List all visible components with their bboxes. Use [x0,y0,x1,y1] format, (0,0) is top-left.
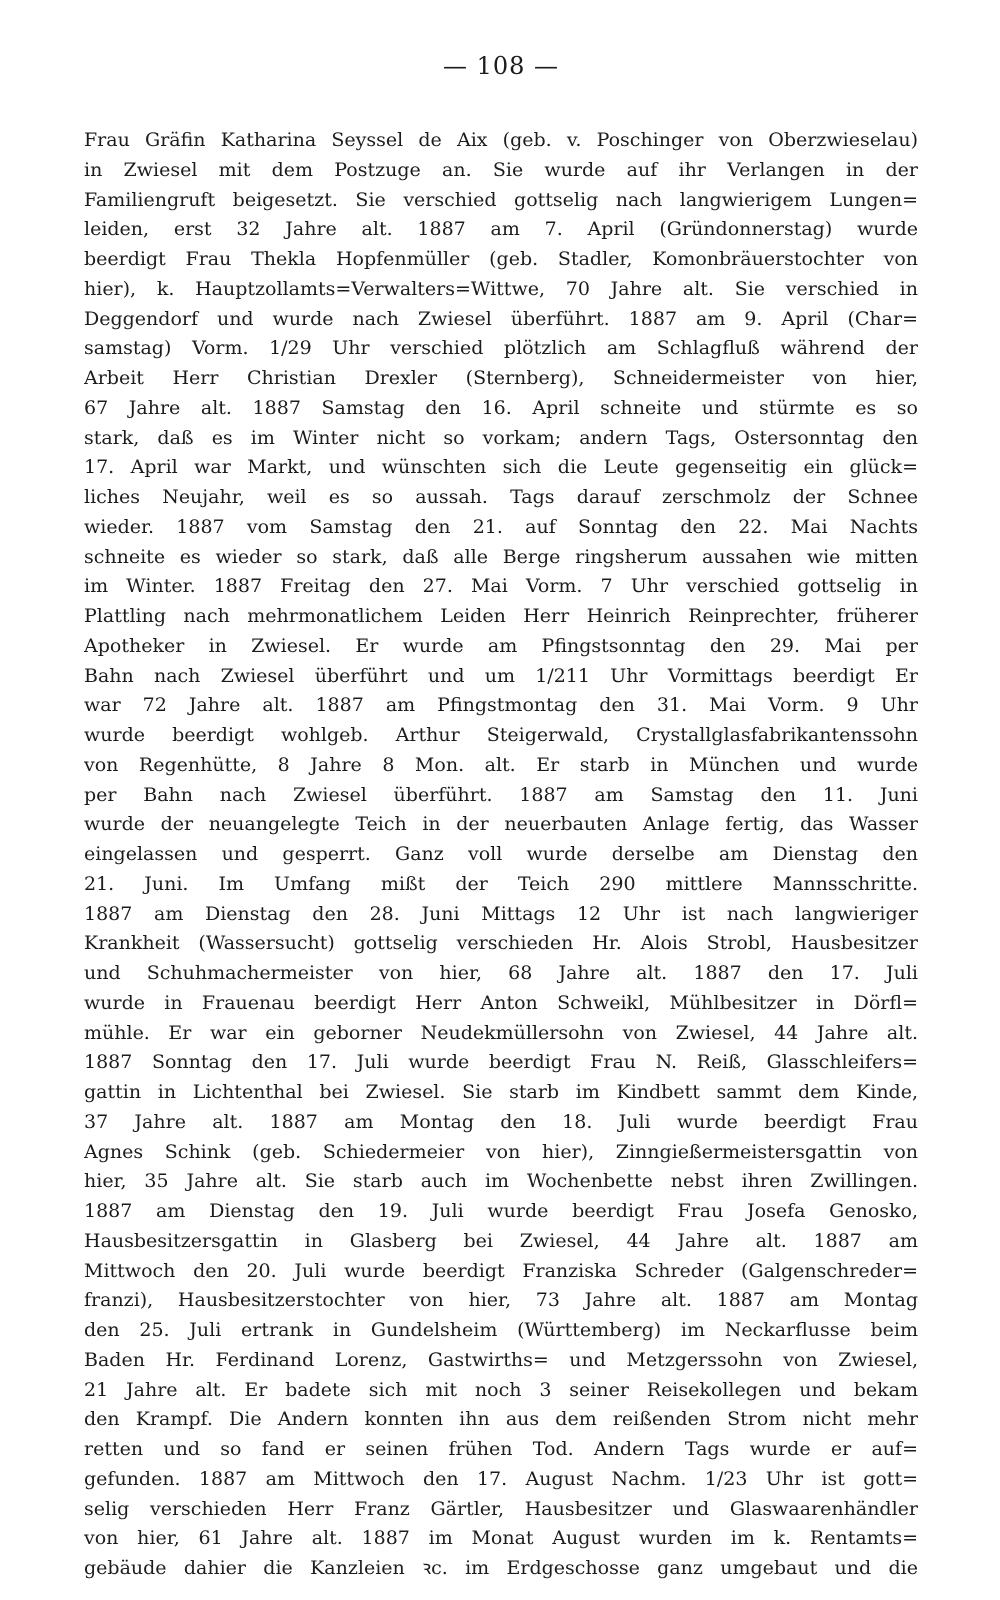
text-line: hier, 35 Jahre alt. Sie starb auch im Wochenbette nebst ihren Zwillingen. [84,1170,918,1193]
text-line: Hausbesitzersgattin in Glasberg bei Zwiesel, 44 Jahre alt. 1887 am [84,1229,918,1252]
text-line: Agnes Schink (geb. Schiedermeier von hier), Zinngießermeistersgattin von [84,1140,918,1163]
text-line: von Regenhütte, 8 Jahre 8 Mon. alt. Er starb in München und wurde [84,753,918,776]
text-line: stark, daß es im Winter nicht so vorkam; andern Tags, Ostersonntag den [84,426,918,449]
text-line: eingelassen und gesperrt. Ganz voll wurde derselbe am Dienstag den [84,843,918,865]
text-line: den 25. Juli ertrank in Gundelsheim (Württemberg) im Neckarflusse beim [84,1319,918,1341]
text-line: gebäude dahier die Kanzleien ꝛc. im Erdgeschosse ganz umgebaut und die [84,1557,918,1579]
text-line: 1887 am Dienstag den 28. Juni Mittags 12 Uhr ist nach langwieriger [84,902,918,925]
page-number: — 108 — [442,52,560,80]
text-line: leiden, erst 32 Jahre alt. 1887 am 7. April (Gründonnerstag) wurde [84,218,918,241]
text-line: samstag) Vorm. 1/29 Uhr verschied plötzlich am Schlagfluß während der [84,337,918,360]
text-line: von hier, 61 Jahre alt. 1887 im Monat August wurden im k. Rentamts= [84,1527,918,1550]
text-line: 21 Jahre alt. Er badete sich mit noch 3 seiner Reisekollegen und bekam [84,1378,918,1401]
text-line: Arbeit Herr Christian Drexler (Sternberg), Schneidermeister von hier, [84,367,918,389]
text-line: beerdigt Frau Thekla Hopfenmüller (geb. Stadler, Komonbräuerstochter von [84,248,918,270]
text-line: Mittwoch den 20. Juli wurde beerdigt Franziska Schreder (Galgenschreder= [84,1259,918,1282]
text-line: franzi), Hausbesitzerstochter von hier, 73 Jahre alt. 1887 am Montag [84,1289,918,1312]
text-line: 1887 Sonntag den 17. Juli wurde beerdigt Frau N. Reiß, Glasschleifers= [84,1051,918,1074]
text-line: gattin in Lichtenthal bei Zwiesel. Sie starb im Kindbett sammt dem Kinde, [84,1081,918,1103]
text-line: wieder. 1887 vom Samstag den 21. auf Sonntag den 22. Mai Nachts [84,515,918,538]
text-line: 67 Jahre alt. 1887 Samstag den 16. April schneite und stürmte es so [84,396,918,419]
text-line: wurde in Frauenau beerdigt Herr Anton Schweikl, Mühlbesitzer in Dörfl= [84,991,918,1014]
text-line: Bahn nach Zwiesel überführt und um 1/211 Uhr Vormittags beerdigt Er [84,664,918,687]
text-line: Familiengruft beigesetzt. Sie verschied gottselig nach langwierigem Lungen= [84,188,918,211]
text-line: wurde beerdigt wohlgeb. Arthur Steigerwald, Crystallglasfabrikantenssohn [84,724,918,746]
body-text [84,126,918,1584]
text-line: retten und so fand er seinen frühen Tod. Andern Tags wurde er auf= [84,1438,918,1460]
text-line: 1887 am Dienstag den 19. Juli wurde beerdigt Frau Josefa Genosko, [84,1200,918,1222]
text-line: per Bahn nach Zwiesel überführt. 1887 am Samstag den 11. Juni [84,783,918,806]
text-line: war 72 Jahre alt. 1887 am Pfingstmontag den 31. Mai Vorm. 9 Uhr [84,694,918,717]
text-line: Apotheker in Zwiesel. Er wurde am Pfingstsonntag den 29. Mai per [84,634,918,657]
text-line: mühle. Er war ein geborner Neudekmüllersohn von Zwiesel, 44 Jahre alt. [84,1021,918,1044]
text-line: Plattling nach mehrmonatlichem Leiden Herr Heinrich Reinprechter, früherer [84,605,918,627]
text-line: hier), k. Hauptzollamts=Verwalters=Wittwe, 70 Jahre alt. Sie verschied in [84,277,918,300]
text-line: und Schuhmachermeister von hier, 68 Jahre alt. 1887 den 17. Juli [84,962,918,984]
text-line: im Winter. 1887 Freitag den 27. Mai Vorm. 7 Uhr verschied gottselig in [84,575,918,598]
text-line: liches Neujahr, weil es so aussah. Tags darauf zerschmolz der Schnee [84,486,918,508]
text-line: schneite es wieder so stark, daß alle Berge ringsherum aussahen wie mitten [84,545,918,568]
text-line: wurde der neuangelegte Teich in der neuerbauten Anlage fertig, das Wasser [84,813,918,836]
text-line: Krankheit (Wassersucht) gottselig verschieden Hr. Alois Strobl, Hausbesitzer [84,932,918,955]
text-line: den Krampf. Die Andern konnten ihn aus dem reißenden Strom nicht mehr [84,1408,918,1431]
text-line: Frau Gräfin Katharina Seyssel de Aix (geb. v. Poschinger von Oberzwieselau) [84,129,918,151]
text-line: 21. Juni. Im Umfang mißt der Teich 290 mittlere Mannsschritte. [84,872,918,895]
text-line: Deggendorf und wurde nach Zwiesel überführt. 1887 am 9. April (Char= [84,307,918,330]
text-line: in Zwiesel mit dem Postzuge an. Sie wurde auf ihr Verlangen in der [84,158,918,181]
text-line: 17. April war Markt, und wünschten sich die Leute gegenseitig ein glück= [84,456,918,479]
text-line: selig verschieden Herr Franz Gärtler, Hausbesitzer und Glaswaarenhändler [84,1497,918,1520]
text-line: gefunden. 1887 am Mittwoch den 17. August Nachm. 1/23 Uhr ist gott= [84,1467,918,1490]
text-line: Baden Hr. Ferdinand Lorenz, Gastwirths= und Metzgerssohn von Zwiesel, [84,1348,918,1371]
text-line: 37 Jahre alt. 1887 am Montag den 18. Juli wurde beerdigt Frau [84,1110,918,1133]
